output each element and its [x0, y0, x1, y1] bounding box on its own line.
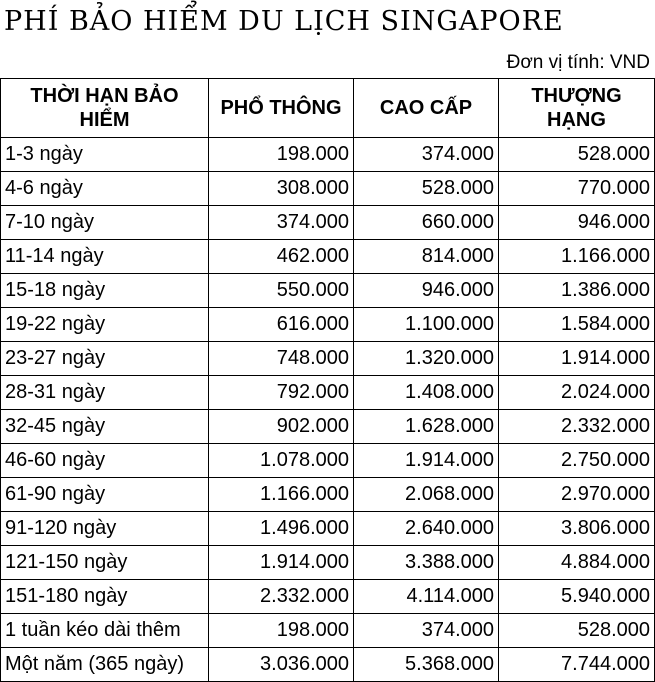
- luxury-price-cell: 2.970.000: [499, 478, 655, 512]
- header-duration: THỜI HẠN BẢO HIỂM: [1, 79, 209, 138]
- standard-price-cell: 308.000: [209, 172, 354, 206]
- header-premium: CAO CẤP: [354, 79, 499, 138]
- duration-cell: 1 tuần kéo dài thêm: [1, 614, 209, 648]
- duration-cell: 1-3 ngày: [1, 138, 209, 172]
- duration-cell: 91-120 ngày: [1, 512, 209, 546]
- header-standard: PHỔ THÔNG: [209, 79, 354, 138]
- premium-price-cell: 814.000: [354, 240, 499, 274]
- unit-label: Đơn vị tính: VND: [506, 52, 650, 73]
- premium-price-cell: 1.320.000: [354, 342, 499, 376]
- premium-price-cell: 5.368.000: [354, 648, 499, 682]
- table-row: [1, 172, 655, 206]
- luxury-price-cell: 770.000: [499, 172, 655, 206]
- table-row: [1, 478, 655, 512]
- table-row: [1, 410, 655, 444]
- luxury-price-cell: 1.914.000: [499, 342, 655, 376]
- table-row: [1, 648, 655, 682]
- table-row: [1, 240, 655, 274]
- duration-cell: 28-31 ngày: [1, 376, 209, 410]
- standard-price-cell: 2.332.000: [209, 580, 354, 614]
- premium-price-cell: 2.640.000: [354, 512, 499, 546]
- standard-price-cell: 616.000: [209, 308, 354, 342]
- table-row: [1, 138, 655, 172]
- table-header-row: [1, 79, 655, 138]
- table-row: [1, 444, 655, 478]
- duration-cell: 46-60 ngày: [1, 444, 209, 478]
- table-row: [1, 614, 655, 648]
- duration-cell: 151-180 ngày: [1, 580, 209, 614]
- table-row: [1, 308, 655, 342]
- standard-price-cell: 3.036.000: [209, 648, 354, 682]
- luxury-price-cell: 528.000: [499, 614, 655, 648]
- table-row: [1, 206, 655, 240]
- premium-price-cell: 528.000: [354, 172, 499, 206]
- duration-cell: 121-150 ngày: [1, 546, 209, 580]
- luxury-price-cell: 2.024.000: [499, 376, 655, 410]
- luxury-price-cell: 528.000: [499, 138, 655, 172]
- header-luxury: THƯỢNG HẠNG: [499, 79, 655, 138]
- luxury-price-cell: 2.332.000: [499, 410, 655, 444]
- duration-cell: 4-6 ngày: [1, 172, 209, 206]
- premium-price-cell: 1.100.000: [354, 308, 499, 342]
- page-title: PHÍ BẢO HIỂM DU LỊCH SINGAPORE: [4, 6, 564, 37]
- standard-price-cell: 1.914.000: [209, 546, 354, 580]
- table-row: [1, 512, 655, 546]
- standard-price-cell: 748.000: [209, 342, 354, 376]
- duration-cell: 19-22 ngày: [1, 308, 209, 342]
- table-row: [1, 376, 655, 410]
- premium-price-cell: 2.068.000: [354, 478, 499, 512]
- table-row: [1, 342, 655, 376]
- standard-price-cell: 198.000: [209, 138, 354, 172]
- luxury-price-cell: 3.806.000: [499, 512, 655, 546]
- premium-price-cell: 946.000: [354, 274, 499, 308]
- duration-cell: 11-14 ngày: [1, 240, 209, 274]
- luxury-price-cell: 4.884.000: [499, 546, 655, 580]
- duration-cell: 7-10 ngày: [1, 206, 209, 240]
- duration-cell: 32-45 ngày: [1, 410, 209, 444]
- luxury-price-cell: 1.166.000: [499, 240, 655, 274]
- duration-cell: 23-27 ngày: [1, 342, 209, 376]
- standard-price-cell: 1.496.000: [209, 512, 354, 546]
- premium-price-cell: 1.408.000: [354, 376, 499, 410]
- luxury-price-cell: 2.750.000: [499, 444, 655, 478]
- premium-price-cell: 1.914.000: [354, 444, 499, 478]
- standard-price-cell: 198.000: [209, 614, 354, 648]
- premium-price-cell: 3.388.000: [354, 546, 499, 580]
- premium-price-cell: 660.000: [354, 206, 499, 240]
- table-row: [1, 546, 655, 580]
- standard-price-cell: 1.078.000: [209, 444, 354, 478]
- standard-price-cell: 462.000: [209, 240, 354, 274]
- premium-price-cell: 374.000: [354, 614, 499, 648]
- luxury-price-cell: 7.744.000: [499, 648, 655, 682]
- standard-price-cell: 550.000: [209, 274, 354, 308]
- luxury-price-cell: 5.940.000: [499, 580, 655, 614]
- standard-price-cell: 902.000: [209, 410, 354, 444]
- standard-price-cell: 792.000: [209, 376, 354, 410]
- duration-cell: 15-18 ngày: [1, 274, 209, 308]
- table-row: [1, 274, 655, 308]
- premium-price-cell: 374.000: [354, 138, 499, 172]
- duration-cell: Một năm (365 ngày): [1, 648, 209, 682]
- standard-price-cell: 1.166.000: [209, 478, 354, 512]
- premium-table: [0, 78, 655, 682]
- luxury-price-cell: 946.000: [499, 206, 655, 240]
- premium-price-cell: 4.114.000: [354, 580, 499, 614]
- luxury-price-cell: 1.386.000: [499, 274, 655, 308]
- table-row: [1, 580, 655, 614]
- standard-price-cell: 374.000: [209, 206, 354, 240]
- duration-cell: 61-90 ngày: [1, 478, 209, 512]
- luxury-price-cell: 1.584.000: [499, 308, 655, 342]
- premium-price-cell: 1.628.000: [354, 410, 499, 444]
